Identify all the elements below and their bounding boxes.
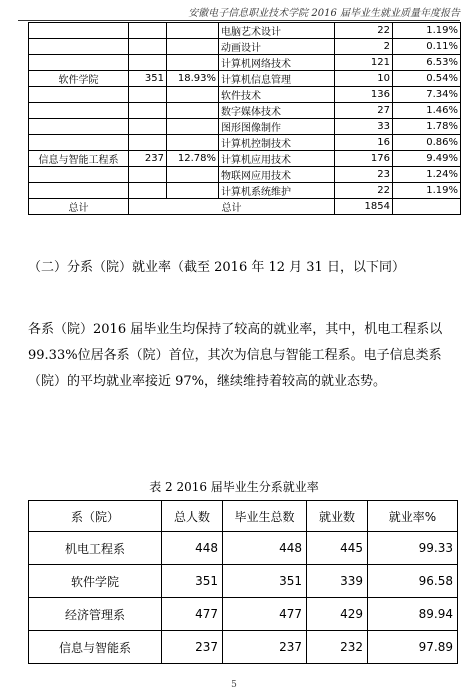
table-row: 机电工程系 448 448 445 99.33 [29,532,458,565]
header-rule [18,20,460,21]
employment-rate-by-dept-table [28,500,458,664]
table-row: 软件技术 136 7.34% [29,87,461,103]
table-row: 电脑艺术设计 22 1.19% [29,23,461,39]
total-count: 1854 [335,199,393,215]
employment-by-major-table [28,22,461,215]
table-row: 经济管理系 477 477 429 89.94 [29,598,458,631]
section-heading: （二）分系（院）就业率（截至 2016 年 12 月 31 日，以下同） [28,260,405,275]
total-label-2: 总计 [129,199,335,215]
table-row: 物联网应用技术 23 1.24% [29,167,461,183]
table-row: 软件学院 351 351 339 96.58 [29,565,458,598]
table-row: 信息与智能工程系 237 12.78% 计算机应用技术 176 9.49% [29,151,461,167]
table-header-row: 系（院） 总人数 毕业生总数 就业数 就业率% [29,501,458,532]
table-row: 图形图像制作 33 1.78% [29,119,461,135]
page-header [0,4,460,20]
total-label: 总计 [29,199,129,215]
table-row: 动画设计 2 0.11% [29,39,461,55]
table-row: 信息与智能系 237 237 232 97.89 [29,631,458,664]
table-row: 计算机系统维护 22 1.19% [29,183,461,199]
header-title: 安徽电子信息职业技术学院 2016 届毕业生就业质量年度报告 [188,8,460,19]
table-row: 计算机控制技术 16 0.86% [29,135,461,151]
page-number: 5 [231,680,237,690]
table-total-row [29,199,461,215]
table-row: 软件学院 351 18.93% 计算机信息管理 10 0.54% [29,71,461,87]
body-paragraph: 各系（院）2016 届毕业生均保持了较高的就业率，其中，机电工程系以 99.33%位居各系（院）首位，其次为信息与智能工程系。电子信息类系（院）的平均就业率接近 97%，继续维持着较高的就业态势。 [28,322,443,389]
table-row: 数字媒体技术 27 1.46% [29,103,461,119]
table-row: 计算机网络技术 121 6.53% [29,55,461,71]
table-caption: 表 2 2016 届毕业生分系就业率 [149,480,319,494]
